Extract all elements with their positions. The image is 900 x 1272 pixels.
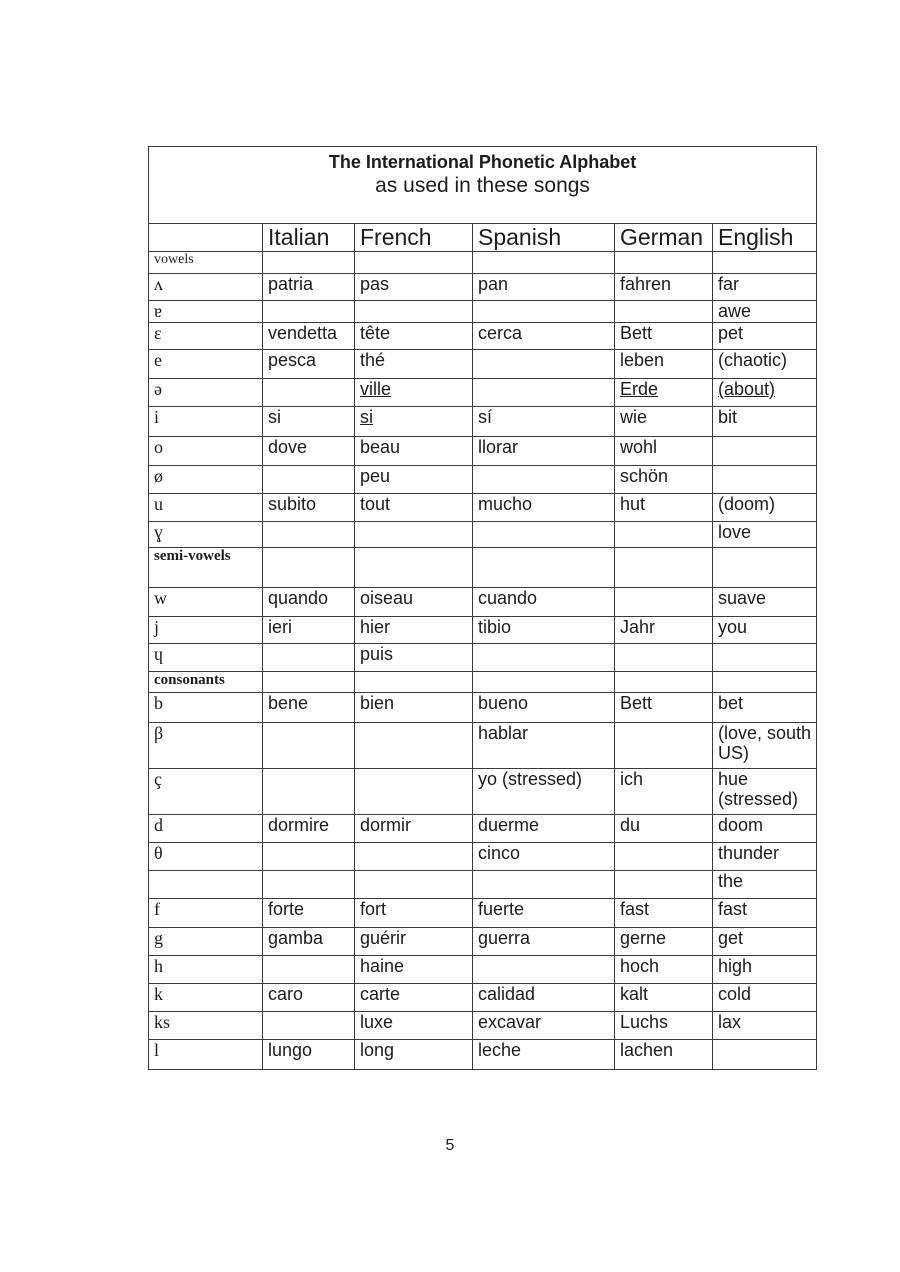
cell-spanish: calidad <box>473 984 615 1012</box>
cell-english: you <box>713 617 817 644</box>
ipa-symbol: e <box>149 350 263 379</box>
table-subtitle: as used in these songs <box>375 174 590 197</box>
cell-english: hue (stressed) <box>713 769 817 815</box>
cell-german <box>615 522 713 548</box>
cell-english: fast <box>713 899 817 928</box>
cell-english: doom <box>713 815 817 843</box>
cell-italian <box>263 466 355 494</box>
ipa-symbol: j <box>149 617 263 644</box>
table-row <box>149 466 817 494</box>
cell-german: Erde <box>615 379 713 407</box>
cell-italian: subito <box>263 494 355 522</box>
cell-spanish <box>473 379 615 407</box>
cell-german: Luchs <box>615 1012 713 1040</box>
header-english: English <box>713 224 817 252</box>
cell-french: luxe <box>355 1012 473 1040</box>
cell-german <box>615 548 713 588</box>
cell-italian: gamba <box>263 928 355 956</box>
cell-english <box>713 466 817 494</box>
cell-italian: si <box>263 407 355 437</box>
cell-french: guérir <box>355 928 473 956</box>
ipa-symbol: ɣ <box>149 522 263 548</box>
cell-german: lachen <box>615 1040 713 1070</box>
cell-italian: dormire <box>263 815 355 843</box>
table-row <box>149 437 817 466</box>
table-row <box>149 617 817 644</box>
cell-spanish: cinco <box>473 843 615 871</box>
section-label: semi-vowels <box>149 548 263 588</box>
cell-french: carte <box>355 984 473 1012</box>
cell-spanish <box>473 350 615 379</box>
cell-italian: quando <box>263 588 355 617</box>
cell-french: tout <box>355 494 473 522</box>
cell-italian: ieri <box>263 617 355 644</box>
ipa-symbol: o <box>149 437 263 466</box>
table-row <box>149 1040 817 1070</box>
cell-spanish: bueno <box>473 693 615 723</box>
cell-english: thunder <box>713 843 817 871</box>
cell-french <box>355 723 473 769</box>
cell-french: ville <box>355 379 473 407</box>
cell-french <box>355 301 473 323</box>
cell-french <box>355 871 473 899</box>
cell-french: tête <box>355 323 473 350</box>
cell-german: hut <box>615 494 713 522</box>
cell-german: fast <box>615 899 713 928</box>
cell-german: wie <box>615 407 713 437</box>
cell-german: hoch <box>615 956 713 984</box>
header-row <box>149 224 817 252</box>
title-row <box>149 147 817 224</box>
cell-french: dormir <box>355 815 473 843</box>
cell-italian <box>263 522 355 548</box>
table-row <box>149 984 817 1012</box>
cell-italian: patria <box>263 274 355 301</box>
ipa-symbol: ø <box>149 466 263 494</box>
cell-spanish: cerca <box>473 323 615 350</box>
table-row <box>149 644 817 672</box>
ipa-symbol: ks <box>149 1012 263 1040</box>
table-row <box>149 769 817 815</box>
section-label: consonants <box>149 672 263 693</box>
header-french: French <box>355 224 473 252</box>
cell-english: (love, south US) <box>713 723 817 769</box>
cell-english: pet <box>713 323 817 350</box>
cell-italian <box>263 843 355 871</box>
cell-spanish: tibio <box>473 617 615 644</box>
cell-italian <box>263 672 355 693</box>
cell-spanish: yo (stressed) <box>473 769 615 815</box>
ipa-symbol: k <box>149 984 263 1012</box>
cell-english: (about) <box>713 379 817 407</box>
ipa-symbol: u <box>149 494 263 522</box>
ipa-symbol: ə <box>149 379 263 407</box>
cell-spanish: llorar <box>473 437 615 466</box>
cell-french: hier <box>355 617 473 644</box>
table-row <box>149 1012 817 1040</box>
table-row <box>149 843 817 871</box>
cell-french: beau <box>355 437 473 466</box>
cell-french: fort <box>355 899 473 928</box>
cell-german: kalt <box>615 984 713 1012</box>
cell-german <box>615 843 713 871</box>
table-row <box>149 928 817 956</box>
cell-spanish: leche <box>473 1040 615 1070</box>
cell-german: wohl <box>615 437 713 466</box>
cell-german: du <box>615 815 713 843</box>
table-row <box>149 379 817 407</box>
header-symbol <box>149 224 263 252</box>
cell-english: get <box>713 928 817 956</box>
cell-german <box>615 644 713 672</box>
table-row <box>149 323 817 350</box>
cell-german: fahren <box>615 274 713 301</box>
cell-italian: pesca <box>263 350 355 379</box>
cell-italian: bene <box>263 693 355 723</box>
cell-english: (chaotic) <box>713 350 817 379</box>
table-row <box>149 301 817 323</box>
cell-french: peu <box>355 466 473 494</box>
cell-german <box>615 723 713 769</box>
cell-french <box>355 548 473 588</box>
table-title-cell <box>149 147 817 224</box>
cell-english: (doom) <box>713 494 817 522</box>
cell-spanish <box>473 871 615 899</box>
cell-english <box>713 252 817 274</box>
cell-spanish: cuando <box>473 588 615 617</box>
header-italian: Italian <box>263 224 355 252</box>
cell-german: schön <box>615 466 713 494</box>
cell-english <box>713 1040 817 1070</box>
cell-english: high <box>713 956 817 984</box>
cell-english <box>713 672 817 693</box>
ipa-symbol: ç <box>149 769 263 815</box>
table-row <box>149 350 817 379</box>
cell-french <box>355 522 473 548</box>
table-row <box>149 274 817 301</box>
ipa-symbol: w <box>149 588 263 617</box>
cell-italian <box>263 252 355 274</box>
cell-german: Jahr <box>615 617 713 644</box>
cell-french: thé <box>355 350 473 379</box>
table-row <box>149 899 817 928</box>
cell-english <box>713 437 817 466</box>
section-row-semi-vowels <box>149 548 817 588</box>
cell-english <box>713 548 817 588</box>
cell-english: bit <box>713 407 817 437</box>
table-row <box>149 588 817 617</box>
cell-italian: caro <box>263 984 355 1012</box>
cell-french <box>355 769 473 815</box>
cell-italian <box>263 723 355 769</box>
section-label: vowels <box>149 252 263 274</box>
cell-french: si <box>355 407 473 437</box>
cell-italian: forte <box>263 899 355 928</box>
ipa-symbol: g <box>149 928 263 956</box>
ipa-symbol <box>149 871 263 899</box>
cell-french: long <box>355 1040 473 1070</box>
cell-french: haine <box>355 956 473 984</box>
cell-italian: lungo <box>263 1040 355 1070</box>
cell-german: gerne <box>615 928 713 956</box>
cell-french <box>355 672 473 693</box>
cell-german <box>615 301 713 323</box>
ipa-symbol: d <box>149 815 263 843</box>
ipa-symbol: b <box>149 693 263 723</box>
cell-german: Bett <box>615 323 713 350</box>
cell-english: the <box>713 871 817 899</box>
cell-french: oiseau <box>355 588 473 617</box>
cell-german: Bett <box>615 693 713 723</box>
cell-french: bien <box>355 693 473 723</box>
cell-spanish: guerra <box>473 928 615 956</box>
table-row <box>149 693 817 723</box>
cell-german: ich <box>615 769 713 815</box>
cell-italian <box>263 548 355 588</box>
ipa-symbol: h <box>149 956 263 984</box>
cell-spanish: fuerte <box>473 899 615 928</box>
cell-spanish <box>473 548 615 588</box>
cell-english: suave <box>713 588 817 617</box>
cell-italian <box>263 301 355 323</box>
cell-french <box>355 843 473 871</box>
cell-spanish <box>473 252 615 274</box>
cell-english: bet <box>713 693 817 723</box>
table-row <box>149 871 817 899</box>
cell-german <box>615 588 713 617</box>
cell-spanish <box>473 522 615 548</box>
header-german: German <box>615 224 713 252</box>
cell-english <box>713 644 817 672</box>
ipa-symbol: ɛ <box>149 323 263 350</box>
cell-spanish <box>473 301 615 323</box>
cell-spanish: excavar <box>473 1012 615 1040</box>
cell-english: awe <box>713 301 817 323</box>
cell-english: lax <box>713 1012 817 1040</box>
cell-italian <box>263 644 355 672</box>
cell-french <box>355 252 473 274</box>
cell-italian <box>263 1012 355 1040</box>
table-row <box>149 407 817 437</box>
cell-german: leben <box>615 350 713 379</box>
cell-german <box>615 252 713 274</box>
cell-french: puis <box>355 644 473 672</box>
ipa-symbol: l <box>149 1040 263 1070</box>
cell-french: pas <box>355 274 473 301</box>
ipa-symbol: ʌ <box>149 274 263 301</box>
cell-spanish <box>473 956 615 984</box>
table-row <box>149 494 817 522</box>
ipa-table <box>148 146 817 1070</box>
cell-italian <box>263 379 355 407</box>
table-row <box>149 956 817 984</box>
table-row <box>149 723 817 769</box>
cell-english: cold <box>713 984 817 1012</box>
ipa-symbol: β <box>149 723 263 769</box>
table-row <box>149 815 817 843</box>
cell-spanish: mucho <box>473 494 615 522</box>
section-row-vowels <box>149 252 817 274</box>
header-spanish: Spanish <box>473 224 615 252</box>
cell-spanish <box>473 672 615 693</box>
ipa-symbol: i <box>149 407 263 437</box>
cell-spanish: duerme <box>473 815 615 843</box>
cell-english: far <box>713 274 817 301</box>
cell-spanish: hablar <box>473 723 615 769</box>
table-title: The International Phonetic Alphabet <box>328 152 637 172</box>
cell-spanish <box>473 644 615 672</box>
ipa-symbol: θ <box>149 843 263 871</box>
cell-german <box>615 871 713 899</box>
cell-english: love <box>713 522 817 548</box>
cell-italian <box>263 956 355 984</box>
ipa-symbol: ɥ <box>149 644 263 672</box>
cell-italian <box>263 871 355 899</box>
cell-italian: vendetta <box>263 323 355 350</box>
cell-italian <box>263 769 355 815</box>
section-row-consonants <box>149 672 817 693</box>
table-row <box>149 522 817 548</box>
page-number: 5 <box>445 1137 455 1154</box>
ipa-symbol: ɐ <box>149 301 263 323</box>
cell-spanish: pan <box>473 274 615 301</box>
cell-german <box>615 672 713 693</box>
cell-spanish: sí <box>473 407 615 437</box>
cell-spanish <box>473 466 615 494</box>
ipa-symbol: f <box>149 899 263 928</box>
cell-italian: dove <box>263 437 355 466</box>
